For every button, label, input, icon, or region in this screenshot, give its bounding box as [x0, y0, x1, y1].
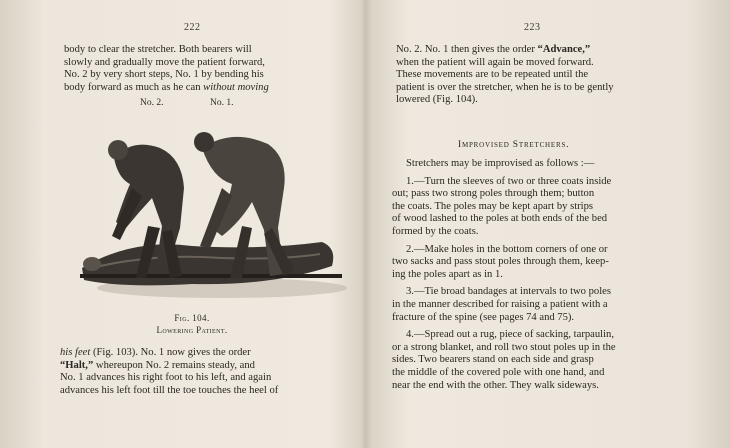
italic-fragment: without moving	[203, 81, 269, 93]
text-line	[64, 82, 340, 95]
bearer-label-no2: No. 2.	[140, 98, 164, 108]
list-item-line: ing the poles apart as in 1.	[392, 268, 503, 280]
list-item-line: 1.—Turn the sleeves of two or three coats inside	[406, 175, 612, 187]
list-item-line: fracture of the spine (see pages 74 and 75).	[392, 311, 575, 323]
text-fragment: body forward as much as he can	[64, 81, 204, 93]
improvised-stretchers-list	[392, 158, 672, 392]
text-line: No. 1 advances his right foot to his left, and again	[60, 372, 272, 384]
text-fragment: (Fig. 103). No. 1 now gives the order	[90, 347, 251, 358]
list-item-line: formed by the coats.	[392, 225, 479, 237]
text-line	[60, 347, 342, 360]
text-line: lowered (Fig. 104).	[396, 94, 478, 106]
figure-illustration	[72, 118, 352, 304]
intro-line: Stretchers may be improvised as follows :—	[406, 158, 595, 169]
figure-number: Fig. 104.	[174, 313, 210, 323]
text-line: advances his left foot till the toe touches the heel of	[60, 384, 279, 396]
text-line: when the patient will again be moved forward.	[396, 56, 594, 68]
left-bottom-paragraph	[60, 347, 342, 397]
figure-title: Lowering Patient.	[156, 325, 228, 335]
list-item-line: near the end with the other. They walk sideways.	[392, 379, 599, 391]
page-number-left: 222	[184, 22, 201, 33]
text-line: body to clear the stretcher. Both bearers will	[64, 44, 252, 55]
bold-fragment: “Halt,”	[60, 359, 94, 371]
list-item-line: the middle of the covered pole with one hand, and	[392, 366, 605, 378]
list-item-line: two sacks and pass stout poles through them, keep-	[392, 256, 609, 268]
text-line: slowly and gradually move the patient forward,	[64, 56, 265, 68]
list-item-line: sides. Two bearers stand on each side and grasp	[392, 354, 594, 366]
page-number-right: 223	[524, 22, 541, 33]
list-item-line: 3.—Tie broad bandages at intervals to two poles	[406, 286, 611, 298]
list-item-line: in the manner described for raising a patient with a	[392, 298, 608, 310]
left-top-paragraph	[64, 44, 340, 94]
right-top-paragraph	[396, 44, 666, 107]
text-fragment: No. 2. No. 1 then gives the order	[396, 44, 538, 55]
section-heading: Improvised Stretchers.	[458, 140, 570, 150]
text-line	[60, 360, 342, 373]
list-item-line: 4.—Spread out a rug, piece of sacking, tarpaulin,	[406, 329, 614, 341]
list-item-line: of wood lashed to the poles at both ends of the bed	[392, 213, 608, 225]
figure-caption	[112, 312, 272, 336]
italic-fragment: his feet	[60, 347, 91, 358]
list-item-line: 2.—Make holes in the bottom corners of one or	[406, 243, 608, 255]
text-line	[396, 44, 666, 57]
text-line: These movements are to be repeated until the	[396, 69, 589, 81]
bearer-label-no1: No. 1.	[210, 98, 234, 108]
list-item-line: out; pass two strong poles through them; button	[392, 188, 595, 200]
text-line: patient is over the stretcher, when he is to be gently	[396, 81, 614, 93]
list-item-line: the coats. The poles may be kept apart by strips	[392, 200, 594, 212]
text-fragment: whereupon No. 2 remains steady, and	[93, 359, 255, 371]
text-line: No. 2 by very short steps, No. 1 by bending his	[64, 69, 264, 81]
bold-fragment: “Advance,”	[537, 44, 591, 55]
list-item-line: or a strong blanket, and roll two stout poles up in the	[392, 341, 616, 353]
